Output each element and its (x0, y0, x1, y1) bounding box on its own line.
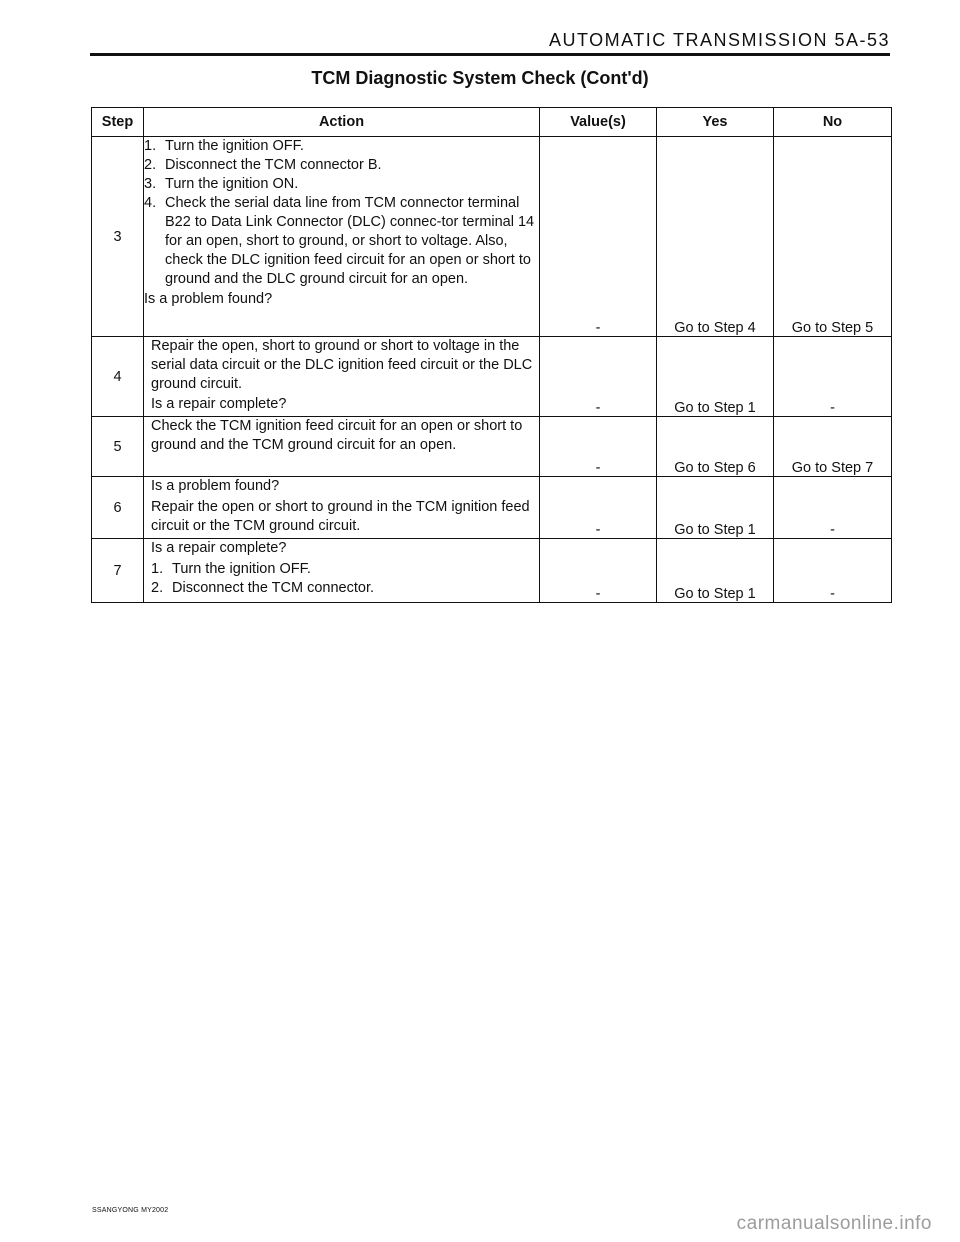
list-text: Disconnect the TCM connector B. (165, 157, 382, 173)
list-number: 3. (144, 176, 157, 192)
no-cell: - (774, 337, 892, 417)
table-row (92, 539, 892, 603)
action-text: Check the TCM ignition feed circuit for an open or short to ground and the TCM ground circuit for an open. (151, 418, 523, 453)
column-header-action: Action (144, 108, 540, 137)
page-title: TCM Diagnostic System Check (Cont'd) (311, 68, 649, 88)
table-row (92, 477, 892, 539)
list-item (144, 137, 539, 156)
question-text: Is a problem found? (151, 478, 280, 494)
no-cell: Go to Step 5 (774, 137, 892, 337)
watermark: carmanualsonline.info (736, 1213, 932, 1234)
table-header-row (92, 108, 892, 137)
list-text: Check the serial data line from TCM connector terminal B22 to Data Link Connector (DLC) connec-tor terminal 14 for an open, short to ground, or short to voltage. Also, check the DLC ignition feed circuit for an open or short to ground and the DLC ground circuit for an open. (165, 195, 535, 287)
action-cell (144, 337, 540, 417)
yes-cell: Go to Step 6 (657, 417, 774, 477)
column-header-yes: Yes (657, 108, 774, 137)
list-number: 1. (151, 561, 164, 577)
no-cell: Go to Step 7 (774, 417, 892, 477)
list-text: Turn the ignition ON. (165, 176, 299, 192)
no-cell: - (774, 477, 892, 539)
value-cell: - (540, 477, 657, 539)
question-text: Is a repair complete? (151, 396, 287, 412)
list-item (151, 579, 539, 598)
list-number: 4. (144, 195, 157, 211)
value-cell: - (540, 337, 657, 417)
list-number: 2. (151, 580, 164, 596)
list-item (151, 560, 539, 579)
value-cell: - (540, 539, 657, 603)
header-rule (90, 53, 890, 56)
yes-cell: Go to Step 4 (657, 137, 774, 337)
page-footer: SSANGYONG MY2002 (92, 1207, 169, 1214)
list-item (144, 194, 539, 289)
yes-cell: Go to Step 1 (657, 477, 774, 539)
question-text: Is a repair complete? (151, 540, 287, 556)
diagnostic-table (91, 107, 892, 603)
column-header-values: Value(s) (540, 108, 657, 137)
action-text: Repair the open or short to ground in the TCM ignition feed circuit or the TCM ground circuit. (151, 499, 530, 534)
list-number: 1. (144, 138, 157, 154)
column-header-step: Step (92, 108, 144, 137)
list-text: Turn the ignition OFF. (172, 561, 311, 577)
value-cell: - (540, 137, 657, 337)
step-number: 4 (92, 337, 144, 417)
list-item (144, 156, 539, 175)
step-number: 5 (92, 417, 144, 477)
yes-cell: Go to Step 1 (657, 337, 774, 417)
action-cell (144, 477, 540, 539)
action-text: Repair the open, short to ground or short to voltage in the serial data circuit or the DLC ignition feed circuit or the DLC ground circuit. (151, 338, 533, 392)
question-text: Is a problem found? (144, 291, 273, 307)
step-number: 7 (92, 539, 144, 603)
list-text: Turn the ignition OFF. (165, 138, 304, 154)
column-header-no: No (774, 108, 892, 137)
action-cell (144, 137, 540, 337)
list-number: 2. (144, 157, 157, 173)
value-cell: - (540, 417, 657, 477)
no-cell: - (774, 539, 892, 603)
table-row (92, 417, 892, 477)
list-text: Disconnect the TCM connector. (172, 580, 375, 596)
step-number: 6 (92, 477, 144, 539)
table-row (92, 337, 892, 417)
table-row (92, 137, 892, 337)
action-cell (144, 539, 540, 603)
list-item (144, 175, 539, 194)
yes-cell: Go to Step 1 (657, 539, 774, 603)
running-header: AUTOMATIC TRANSMISSION 5A-53 (548, 30, 890, 50)
step-number: 3 (92, 137, 144, 337)
action-cell (144, 417, 540, 477)
